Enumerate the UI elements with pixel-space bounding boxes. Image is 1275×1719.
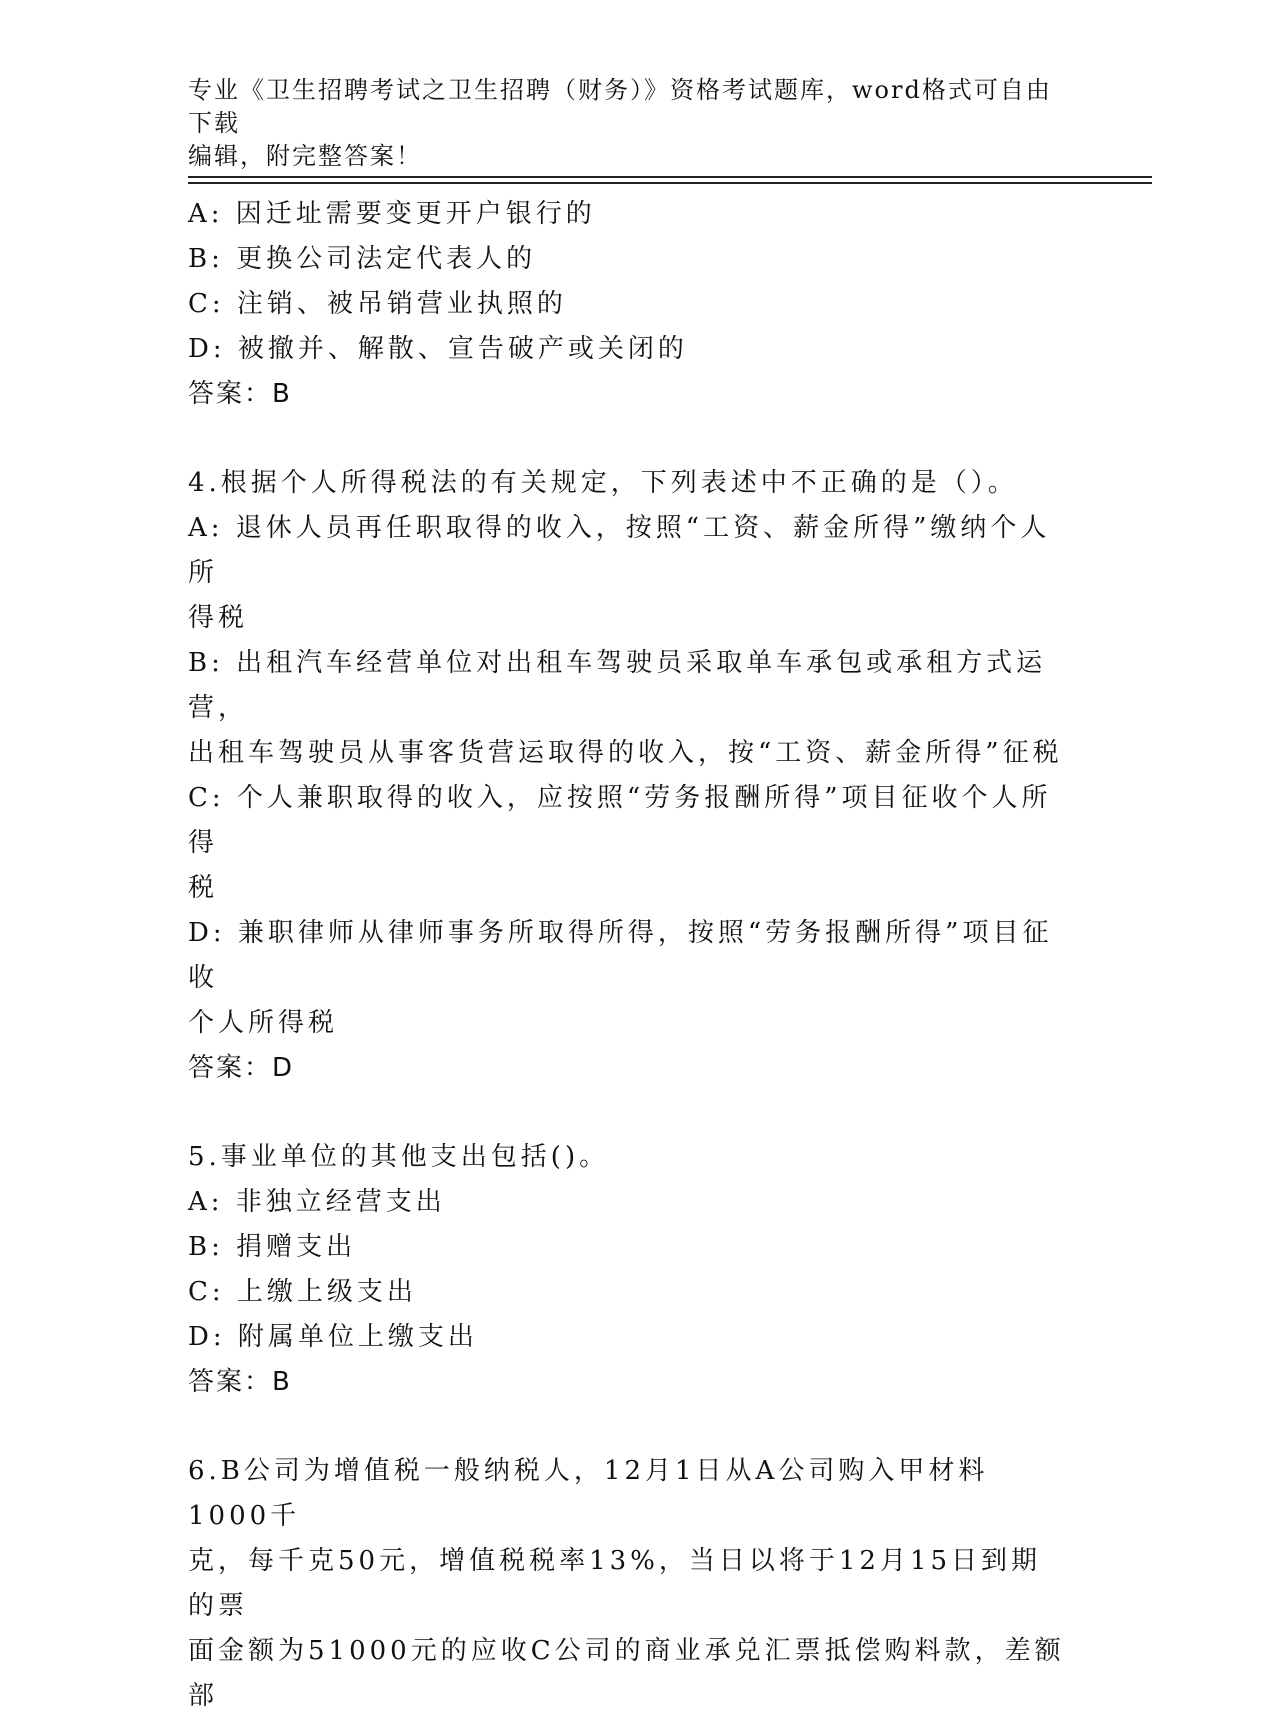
option-b-line-1: B: 出租汽车经营单位对出租车驾驶员采取单车承包或承租方式运营， (188, 648, 1047, 723)
spacer (188, 1405, 1068, 1449)
answer-line: 答案：B (188, 379, 292, 409)
question-list (188, 192, 1068, 1719)
option-a-line-2: 得税 (188, 603, 249, 633)
option-b: B: 捐赠支出 (188, 1232, 357, 1262)
question-stem-line-1: 6.B公司为增值税一般纳税人，12月1日从A公司购入甲材料1000千 (188, 1456, 989, 1531)
question-5 (188, 1135, 1068, 1405)
question-stem: 5.事业单位的其他支出包括()。 (188, 1142, 610, 1172)
question-stem: 4.根据个人所得税法的有关规定，下列表述中不正确的是（）。 (188, 468, 1018, 498)
spacer (188, 417, 1068, 461)
option-a: A: 非独立经营支出 (188, 1187, 446, 1217)
option-d: D: 附属单位上缴支出 (188, 1322, 478, 1352)
header-divider-bottom (188, 182, 1152, 184)
option-a-line-1: A: 退休人员再任职取得的收入，按照“工资、薪金所得”缴纳个人所 (188, 513, 1051, 588)
option-c-line-1: C: 个人兼职取得的收入，应按照“劳务报酬所得”项目征收个人所得 (188, 783, 1052, 858)
question-4 (188, 461, 1068, 1091)
option-b-line-2: 出租车驾驶员从事客货营运取得的收入，按“工资、薪金所得”征税 (188, 738, 1063, 768)
option-b: B: 更换公司法定代表人的 (188, 244, 537, 274)
question-3 (188, 192, 1068, 417)
option-c: C: 上缴上级支出 (188, 1277, 417, 1307)
header-line-1: 专业《卫生招聘考试之卫生招聘（财务）》资格考试题库，word格式可自由下载 (188, 76, 1052, 137)
option-d-line-2: 个人所得税 (188, 1008, 339, 1038)
option-d: D: 被撤并、解散、宣告破产或关闭的 (188, 334, 688, 364)
question-6 (188, 1449, 1068, 1719)
option-c-line-2: 税 (188, 873, 219, 903)
question-stem-line-2: 克，每千克50元，增值税税率13%，当日以将于12月15日到期的票 (188, 1546, 1042, 1621)
option-d-line-1: D: 兼职律师从律师事务所取得所得，按照“劳务报酬所得”项目征收 (188, 918, 1053, 993)
question-stem-line-3: 面金额为51000元的应收C公司的商业承兑汇票抵偿购料款，差额部 (188, 1636, 1065, 1711)
answer-line: 答案：D (188, 1053, 295, 1083)
header-divider-top (188, 176, 1152, 178)
document-header (188, 74, 1068, 173)
spacer (188, 1091, 1068, 1135)
option-c: C: 注销、被吊销营业执照的 (188, 289, 567, 319)
header-line-2: 编辑，附完整答案！ (188, 142, 422, 170)
answer-line: 答案：B (188, 1367, 292, 1397)
option-a: A: 因迁址需要变更开户银行的 (188, 199, 596, 229)
